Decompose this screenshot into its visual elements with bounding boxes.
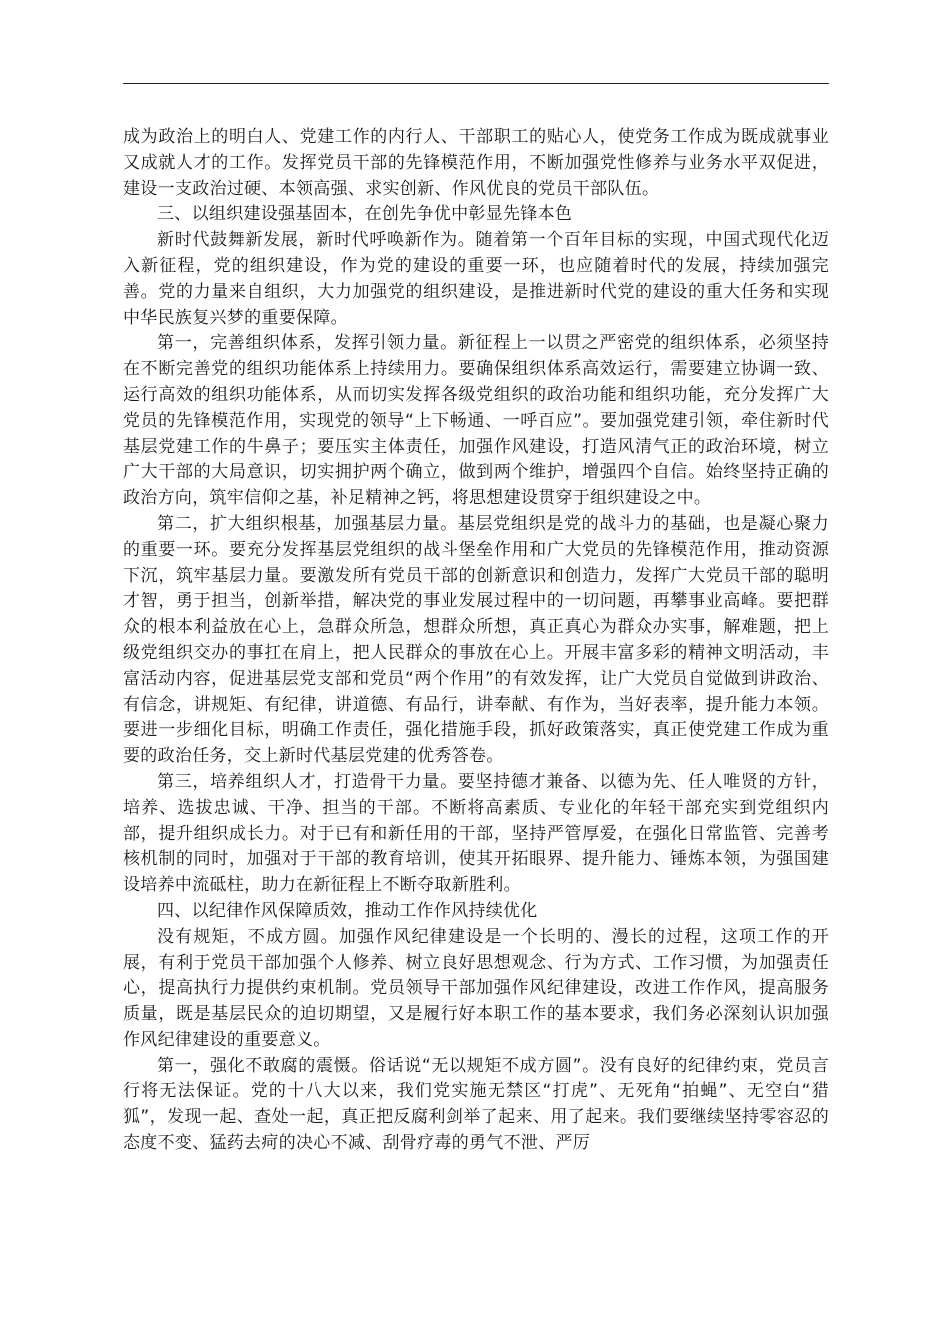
paragraph: 没有规矩，不成方圆。加强作风纪律建设是一个长明的、漫长的过程，这项工作的开展，有利于党员干部加强个人修养、树立良好思想观念、行为方式、工作习惯，为加强责任心，提高执行力提供约束机制。党员领导干部加强作风纪律建设，改进工作作风，提高服务质量，既是基层民众的迫切期望，又是履行好本职工作的基本要求，我们务必深刻认识加强作风纪律建设的重要意义。 <box>123 926 829 1050</box>
section-heading-3: 三、以组织建设强基固本，在创先争优中彰显先锋本色 <box>157 204 573 225</box>
paragraph-continued: 成为政治上的明白人、党建工作的内行人、干部职工的贴心人，使党务工作成为既成就事业又成就人才的工作。发挥党员干部的先锋模范作用，不断加强党性修养与业务水平双促进，建设一支政治过硬、本领高强、求实创新、作风优良的党员干部队伍。 <box>123 127 829 199</box>
paragraph: 新时代鼓舞新发展，新时代呼唤新作为。随着第一个百年目标的实现，中国式现代化迈入新征程，党的组织建设，作为党的建设的重要一环，也应随着时代的发展，持续加强完善。党的力量来自组织，大力加强党的组织建设，是推进新时代党的建设的重大任务和实现中华民族复兴梦的重要保障。 <box>123 230 829 328</box>
paragraph: 第二，扩大组织根基，加强基层力量。基层党组织是党的战斗力的基础，也是凝心聚力的重要一环。要充分发挥基层党组织的战斗堡垒作用和广大党员的先锋模范作用，推动资源下沉，筑牢基层力量。要激发所有党员干部的创新意识和创造力，发挥广大党员干部的聪明才智，勇于担当，创新举措，解决党的事业发展过程中的一切问题，再攀事业高峰。要把群众的根本利益放在心上，急群众所急，想群众所想，真正真心为群众办实事，解难题，把上级党组织交办的事扛在肩上，把人民群众的事放在心上。开展丰富多彩的精神文明活动，丰富活动内容，促进基层党支部和党员“两个作用”的有效发挥，让广大党员自觉做到讲政治、有信念，讲规矩、有纪律，讲道德、有品行，讲奉献、有作为，当好表率，提升能力本领。要进一步细化目标，明确工作责任，强化措施手段，抓好政策落实，真正使党建工作成为重要的政治任务，交上新时代基层党建的优秀答卷。 <box>123 513 829 767</box>
paragraph: 第一，强化不敢腐的震慑。俗话说“无以规矩不成方圆”。没有良好的纪律约束，党员言行将无法保证。党的十八大以来，我们党实施无禁区“打虎”、无死角“拍蝇”、无空白“猎狐”，发现一起、查处一起，真正把反腐利剑举了起来、用了起来。我们要继续坚持零容忍的态度不变、猛药去疴的决心不减、刮骨疗毒的勇气不泄、严厉 <box>123 1055 829 1154</box>
header-rule <box>123 83 829 84</box>
body-text <box>123 125 829 1157</box>
paragraph: 第一，完善组织体系，发挥引领力量。新征程上一以贯之严密党的组织体系，必须坚持在不断完善党的组织功能体系上持续用力。要确保组织体系高效运行，需要建立协调一致、运行高效的组织功能体系，从而切实发挥各级党组织的政治功能和组织功能，充分发挥广大党员的先锋模范作用，实现党的领导“上下畅通、一呼百应”。要加强党建引领，牵住新时代基层党建工作的牛鼻子；要压实主体责任，加强作风建设，打造风清气正的政治环境，树立广大干部的大局意识，切实拥护两个确立，做到两个维护，增强四个自信。始终坚持正确的政治方向，筑牢信仰之基，补足精神之钙，将思想建设贯穿于组织建设之中。 <box>123 333 829 509</box>
section-heading-4: 四、以纪律作风保障质效，推动工作作风持续优化 <box>157 900 538 921</box>
paragraph: 第三，培养组织人才，打造骨干力量。要坚持德才兼备、以德为先、任人唯贤的方针，培养、选拔忠诚、干净、担当的干部。不断将高素质、专业化的年轻干部充实到党组织内部，提升组织成长力。对于已有和新任用的干部，坚持严管厚爱，在强化日常监管、完善考核机制的同时，加强对于干部的教育培训，使其开拓眼界、提升能力、锤炼本领，为强国建设培养中流砥柱，助力在新征程上不断夺取新胜利。 <box>123 771 829 896</box>
